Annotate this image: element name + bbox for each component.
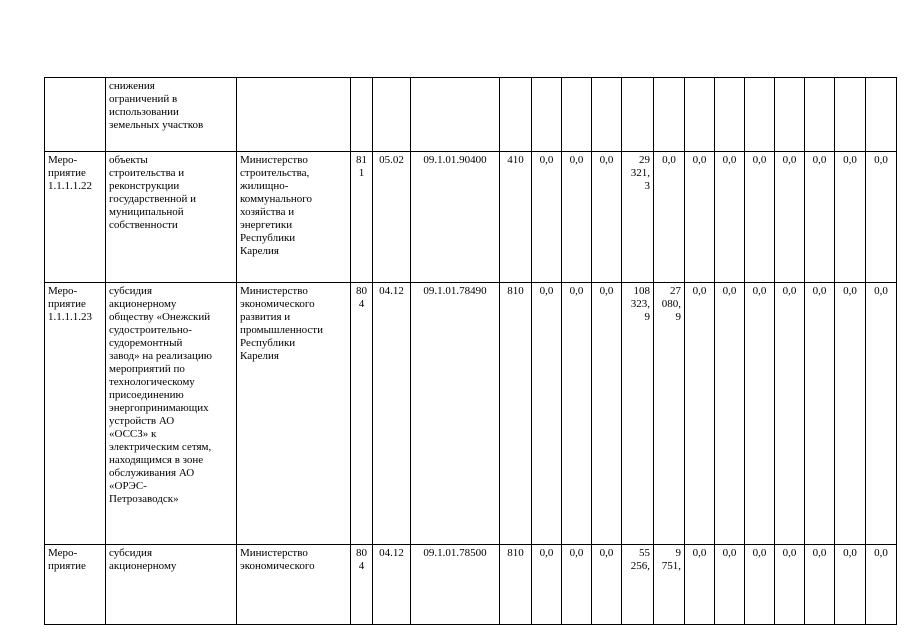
value-cell: 0,0 bbox=[805, 545, 835, 625]
target-article-cell: 09.1.01.78490 bbox=[411, 283, 500, 545]
grbs-code-cell-line: 80 bbox=[356, 285, 367, 297]
target-article-cell: 09.1.01.78500 bbox=[411, 545, 500, 625]
event-label-cell-line: приятие bbox=[48, 560, 86, 572]
value-cell: 0,0 bbox=[775, 283, 805, 545]
grbs-code-cell bbox=[351, 545, 373, 625]
description-cell-line: земельных участков bbox=[109, 119, 204, 131]
ministry-cell-line: Карелия bbox=[240, 350, 279, 362]
description-cell bbox=[106, 152, 237, 283]
value-cell bbox=[805, 78, 835, 152]
description-cell-line: Петрозаводск» bbox=[109, 493, 179, 505]
value-cell-line: 9 bbox=[675, 311, 681, 323]
ministry-cell-line: экономического bbox=[240, 298, 315, 310]
description-cell-line: энергопринимающих bbox=[109, 402, 209, 414]
value-cell: 0,0 bbox=[715, 152, 745, 283]
value-cell: 0,0 bbox=[775, 152, 805, 283]
value-cell: 0,0 bbox=[866, 545, 897, 625]
description-cell-line: субсидия bbox=[109, 285, 153, 297]
ministry-cell-line: жилищно- bbox=[240, 180, 289, 192]
value-cell: 0,0 bbox=[715, 283, 745, 545]
ministry-cell-line: промышленности bbox=[240, 324, 323, 336]
grbs-code-cell-line: 4 bbox=[358, 298, 365, 310]
value-cell: 0,0 bbox=[562, 152, 592, 283]
value-cell bbox=[532, 78, 562, 152]
value-cell bbox=[654, 545, 685, 625]
ministry-cell bbox=[237, 152, 351, 283]
table-row bbox=[45, 545, 905, 625]
value-cell: 0,0 bbox=[835, 283, 866, 545]
event-label-cell-line: Меро- bbox=[48, 547, 78, 559]
ministry-cell-line: Республики bbox=[240, 337, 296, 349]
grbs-code-cell bbox=[351, 283, 373, 545]
value-cell: 0,0 bbox=[866, 152, 897, 283]
description-cell-line: государственной и bbox=[109, 193, 197, 205]
description-cell-line: акционерному bbox=[109, 560, 177, 572]
value-cell: 0,0 bbox=[745, 545, 775, 625]
value-cell: 0,0 bbox=[775, 545, 805, 625]
ministry-cell bbox=[237, 283, 351, 545]
value-cell: 0,0 bbox=[532, 283, 562, 545]
value-cell: 0,0 bbox=[685, 545, 715, 625]
ministry-cell-line: Министерство bbox=[240, 285, 308, 297]
value-cell: 0,0 bbox=[745, 283, 775, 545]
target-article-cell: 09.1.01.90400 bbox=[411, 152, 500, 283]
value-cell bbox=[654, 78, 685, 152]
value-cell bbox=[622, 545, 654, 625]
ministry-cell-line: Министерство bbox=[240, 547, 308, 559]
value-cell-line: 256, bbox=[630, 560, 650, 572]
section-code-cell: 04.12 bbox=[373, 545, 411, 625]
value-cell-line: 321, bbox=[630, 167, 650, 179]
ministry-cell-line: развития и bbox=[240, 311, 291, 323]
ministry-cell-line: хозяйства и bbox=[240, 206, 295, 218]
value-cell: 0,0 bbox=[592, 152, 622, 283]
description-cell-line: снижения bbox=[109, 80, 155, 92]
ministry-cell-line: Республики bbox=[240, 232, 296, 244]
value-cell bbox=[866, 78, 897, 152]
value-cell-line: 323, bbox=[630, 298, 650, 310]
description-cell-line: технологическому bbox=[109, 376, 195, 388]
value-cell-line: 3 bbox=[644, 180, 650, 192]
value-cell bbox=[622, 152, 654, 283]
value-cell: 0,0 bbox=[745, 152, 775, 283]
ministry-cell-line: Министерство bbox=[240, 154, 308, 166]
ministry-cell-line: экономического bbox=[240, 560, 315, 572]
section-code-cell: 05.02 bbox=[373, 152, 411, 283]
description-cell-line: обслуживания АО bbox=[109, 467, 195, 479]
description-cell-line: акционерному bbox=[109, 298, 177, 310]
description-cell bbox=[106, 283, 237, 545]
description-cell-line: муниципальной bbox=[109, 206, 184, 218]
value-cell-line: 29 bbox=[639, 154, 650, 166]
value-cell bbox=[835, 78, 866, 152]
expense-type-cell: 810 bbox=[500, 283, 532, 545]
value-cell: 0,0 bbox=[715, 545, 745, 625]
description-cell-line: строительства и bbox=[109, 167, 185, 179]
description-cell-line: субсидия bbox=[109, 547, 153, 559]
value-cell bbox=[622, 78, 654, 152]
table-row bbox=[45, 152, 905, 283]
value-cell: 0,0 bbox=[532, 545, 562, 625]
value-cell: 0,0 bbox=[654, 152, 685, 283]
value-cell: 0,0 bbox=[805, 152, 835, 283]
description-cell-line: находящимся в зоне bbox=[109, 454, 204, 466]
description-cell-line: устройств АО bbox=[109, 415, 175, 427]
description-cell-line: «ОРЭС- bbox=[109, 480, 147, 492]
description-cell-line: судоремонтный bbox=[109, 337, 183, 349]
value-cell-line: 9 bbox=[644, 311, 650, 323]
ministry-cell-line: энергетики bbox=[240, 219, 293, 231]
section-code-cell bbox=[373, 78, 411, 152]
description-cell-line: присоединению bbox=[109, 389, 184, 401]
value-cell: 0,0 bbox=[592, 545, 622, 625]
event-label-cell bbox=[45, 545, 106, 625]
value-cell: 0,0 bbox=[685, 283, 715, 545]
description-cell-line: «ОССЗ» к bbox=[109, 428, 157, 440]
expense-type-cell: 810 bbox=[500, 545, 532, 625]
value-cell bbox=[622, 283, 654, 545]
value-cell: 0,0 bbox=[835, 152, 866, 283]
value-cell-line: 080, bbox=[661, 298, 681, 310]
value-cell-line: 27 bbox=[670, 285, 681, 297]
event-label-cell-line: Меро- bbox=[48, 285, 78, 297]
description-cell-line: судостроительно- bbox=[109, 324, 192, 336]
budget-table bbox=[44, 77, 905, 625]
value-cell bbox=[745, 78, 775, 152]
value-cell bbox=[654, 283, 685, 545]
value-cell bbox=[685, 78, 715, 152]
value-cell-line: 751, bbox=[661, 560, 681, 572]
value-cell bbox=[775, 78, 805, 152]
grbs-code-cell-line: 1 bbox=[358, 167, 365, 179]
value-cell bbox=[592, 78, 622, 152]
description-cell-line: мероприятий по bbox=[109, 363, 185, 375]
grbs-code-cell bbox=[351, 152, 373, 283]
value-cell: 0,0 bbox=[562, 545, 592, 625]
description-cell-line: использовании bbox=[109, 106, 179, 118]
description-cell-line: обществу «Онежский bbox=[109, 311, 211, 323]
description-cell-line: объекты bbox=[109, 154, 148, 166]
event-label-cell bbox=[45, 152, 106, 283]
description-cell-line: завод» на реализацию bbox=[109, 350, 212, 362]
table-row bbox=[45, 283, 905, 545]
expense-type-cell: 410 bbox=[500, 152, 532, 283]
value-cell: 0,0 bbox=[805, 283, 835, 545]
event-label-cell-line: приятие bbox=[48, 167, 86, 179]
value-cell bbox=[562, 78, 592, 152]
value-cell-line: 108 bbox=[633, 285, 650, 297]
ministry-cell-line: коммунального bbox=[240, 193, 312, 205]
description-cell-line: ограничений в bbox=[109, 93, 178, 105]
description-cell bbox=[106, 78, 237, 152]
value-cell: 0,0 bbox=[562, 283, 592, 545]
description-cell-line: реконструкции bbox=[109, 180, 180, 192]
ministry-cell bbox=[237, 78, 351, 152]
value-cell: 0,0 bbox=[835, 545, 866, 625]
expense-type-cell bbox=[500, 78, 532, 152]
value-cell: 0,0 bbox=[592, 283, 622, 545]
ministry-cell-line: Карелия bbox=[240, 245, 279, 257]
ministry-cell bbox=[237, 545, 351, 625]
target-article-cell bbox=[411, 78, 500, 152]
section-code-cell: 04.12 bbox=[373, 283, 411, 545]
grbs-code-cell-line: 81 bbox=[356, 154, 367, 166]
grbs-code-cell-line: 4 bbox=[358, 560, 365, 572]
value-cell: 0,0 bbox=[866, 283, 897, 545]
value-cell: 0,0 bbox=[532, 152, 562, 283]
value-cell bbox=[715, 78, 745, 152]
value-cell: 0,0 bbox=[685, 152, 715, 283]
table-row bbox=[45, 78, 905, 152]
value-cell-line: 55 bbox=[639, 547, 650, 559]
event-label-cell-line: 1.1.1.1.23 bbox=[48, 311, 92, 323]
description-cell-line: собственности bbox=[109, 219, 178, 231]
ministry-cell-line: строительства, bbox=[240, 167, 310, 179]
event-label-cell bbox=[45, 78, 106, 152]
event-label-cell-line: приятие bbox=[48, 298, 86, 310]
grbs-code-cell bbox=[351, 78, 373, 152]
value-cell-line: 9 bbox=[675, 547, 681, 559]
event-label-cell-line: Меро- bbox=[48, 154, 78, 166]
description-cell-line: электрическим сетям, bbox=[109, 441, 212, 453]
event-label-cell-line: 1.1.1.1.22 bbox=[48, 180, 92, 192]
grbs-code-cell-line: 80 bbox=[356, 547, 367, 559]
event-label-cell bbox=[45, 283, 106, 545]
description-cell bbox=[106, 545, 237, 625]
